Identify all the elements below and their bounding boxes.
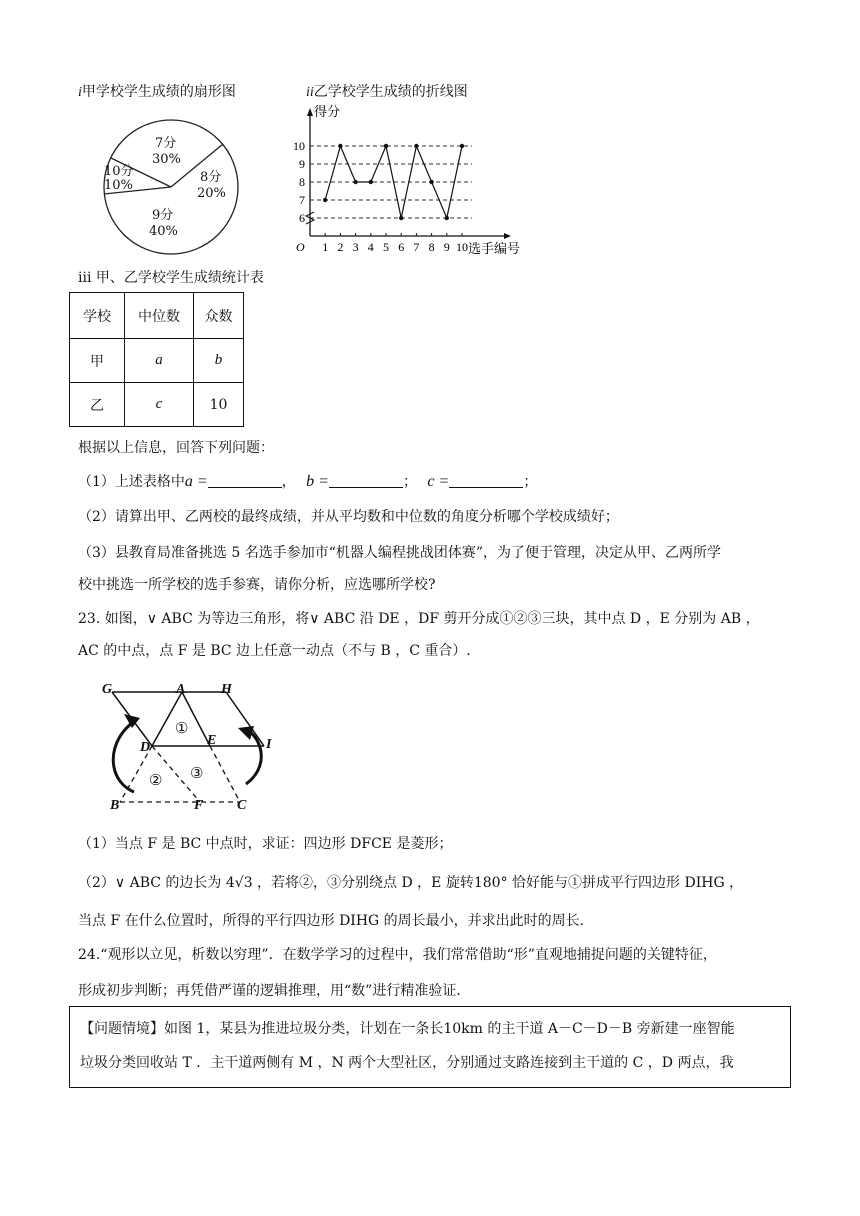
table-row xyxy=(70,383,244,427)
x-tick-label: 1 xyxy=(322,240,329,254)
data-point xyxy=(384,144,388,148)
q22-part3-line2: 校中挑选一所学校的选手参赛，请你分析，应选哪所学校? xyxy=(78,577,436,593)
q23-part1: （1）当点 F 是 BC 中点时，求证：四边形 DFCE 是菱形； xyxy=(78,836,453,852)
problem-context-box xyxy=(69,1006,791,1088)
label-I: I xyxy=(266,737,272,752)
table-cell: c xyxy=(125,383,194,427)
x-axis-label: 选手编号 xyxy=(468,242,521,254)
line-chart-title: ii乙学校学生成绩的折线图 xyxy=(306,84,468,100)
q24-line1: 24.“观形以立见，析数以穷理”．在数学学习的过程中，我们常常借助“形”直观地捕捉问题的关键特征， xyxy=(78,947,717,963)
pie-slice-8-pct: 20% xyxy=(197,186,226,201)
q24-line2: 形成初步判断；再凭借严谨的逻辑推理，用“数”进行精准验证. xyxy=(78,983,461,999)
data-point xyxy=(445,216,449,220)
y-tick-label: 6 xyxy=(299,211,305,225)
region-2-label: ② xyxy=(149,771,163,789)
data-point xyxy=(338,144,342,148)
q23-line1: 23. 如图，∨ ABC 为等边三角形，将∨ ABC 沿 DE ，DF 剪开分成①②③三块，其中点 D ，E 分别为 AB ， xyxy=(78,611,760,627)
q22-part2: （2）请算出甲、乙两校的最终成绩，并从平均数和中位数的角度分析哪个学校成绩好； xyxy=(78,509,619,525)
pie-slice-8-label: 8分 xyxy=(200,170,222,185)
q23-line2: AC 的中点，点 F 是 BC 边上任意一动点（不与 B ，C 重合）. xyxy=(78,643,471,659)
q22-part1: （1）上述表格中a = ， b = ； c = ； xyxy=(78,473,538,490)
table-cell: 甲 xyxy=(70,339,125,383)
table-cell: b xyxy=(194,339,244,383)
label-A: A xyxy=(176,682,186,697)
data-point xyxy=(399,216,403,220)
table-header-median: 中位数 xyxy=(125,293,194,339)
x-tick-label: 5 xyxy=(383,240,389,254)
problem-context-line2: 垃圾分类回收站 T ．主干道两侧有 M ，N 两个大型社区，分别通过支路连接到主干道的 C ，D 两点，我 xyxy=(80,1055,734,1071)
table-cell: 乙 xyxy=(70,383,125,427)
region-3-label: ③ xyxy=(190,764,204,782)
pie-slice-7-label: 7分 xyxy=(155,136,177,151)
data-point xyxy=(460,144,464,148)
table-row xyxy=(70,339,244,383)
label-D: D xyxy=(140,740,151,755)
pie-slice-10-label: 10分 xyxy=(104,164,134,179)
line-chart xyxy=(286,104,536,254)
table-title: iii 甲、乙学校学生成绩统计表 xyxy=(78,270,264,286)
x-tick-label: 8 xyxy=(428,240,435,254)
pie-slice-10-pct: 10% xyxy=(104,178,133,193)
y-axis-label: 得分 xyxy=(314,105,341,120)
x-tick-label: 2 xyxy=(337,240,344,254)
q23-part2-line2: 当点 F 在什么位置时，所得的平行四边形 DIHG 的周长最小，并求出此时的周长. xyxy=(78,913,585,929)
answer-blank-b[interactable] xyxy=(329,473,403,488)
data-point xyxy=(353,180,357,184)
pie-chart-title: i甲学校学生成绩的扇形图 xyxy=(78,84,236,100)
data-point xyxy=(429,180,433,184)
x-tick-label: 4 xyxy=(367,240,374,254)
label-F: F xyxy=(194,798,204,813)
answer-blank-a[interactable] xyxy=(208,473,282,488)
data-point xyxy=(414,144,418,148)
table-header-mode: 众数 xyxy=(194,293,244,339)
q23-part2-line1: （2）∨ ABC 的边长为 4√3 ，若将②，③分别绕点 D ，E 旋转180° 恰好能与①拼成平行四边形 DIHG ， xyxy=(78,875,744,891)
pie-slice-9-pct: 40% xyxy=(149,224,178,239)
table-cell: a xyxy=(125,339,194,383)
label-B: B xyxy=(110,798,120,813)
y-axis-arrow xyxy=(307,108,313,116)
label-G: G xyxy=(102,682,113,697)
label-E: E xyxy=(207,733,217,748)
answer-blank-c[interactable] xyxy=(449,473,523,488)
x-tick-label: 10 xyxy=(456,240,468,254)
label-H: H xyxy=(221,682,232,697)
x-tick-label: 6 xyxy=(398,240,405,254)
x-tick-label: 7 xyxy=(413,240,420,254)
x-tick-label: 9 xyxy=(443,240,450,254)
data-point xyxy=(369,180,373,184)
problem-context-line1: 【问题情境】如图 1，某县为推进垃圾分类，计划在一条长10km 的主干道 A－C－D－B 旁新建一座智能 xyxy=(80,1021,735,1037)
y-tick-label: 10 xyxy=(293,139,305,153)
geometry-figure xyxy=(96,680,286,820)
table-cell: 10 xyxy=(194,383,244,427)
stats-table xyxy=(69,292,244,427)
q22-intro: 根据以上信息，回答下列问题： xyxy=(78,440,274,456)
y-tick-label: 9 xyxy=(299,157,305,171)
table-header-school: 学校 xyxy=(70,293,125,339)
region-1-label: ① xyxy=(175,719,189,737)
label-C: C xyxy=(237,798,247,813)
x-tick-label: 3 xyxy=(352,240,359,254)
x-axis-arrow xyxy=(504,233,511,239)
q22-part3-line1: （3）县教育局准备挑选 5 名选手参加市“机器人编程挑战团体赛”，为了便于管理，决定从甲、乙两所学 xyxy=(78,545,722,561)
data-point xyxy=(323,198,327,202)
pie-slice-7-pct: 30% xyxy=(152,152,181,167)
y-tick-label: 7 xyxy=(299,193,305,207)
origin-label: O xyxy=(296,240,305,254)
y-tick-label: 8 xyxy=(299,175,305,189)
pie-slice-9-label: 9分 xyxy=(152,208,174,223)
